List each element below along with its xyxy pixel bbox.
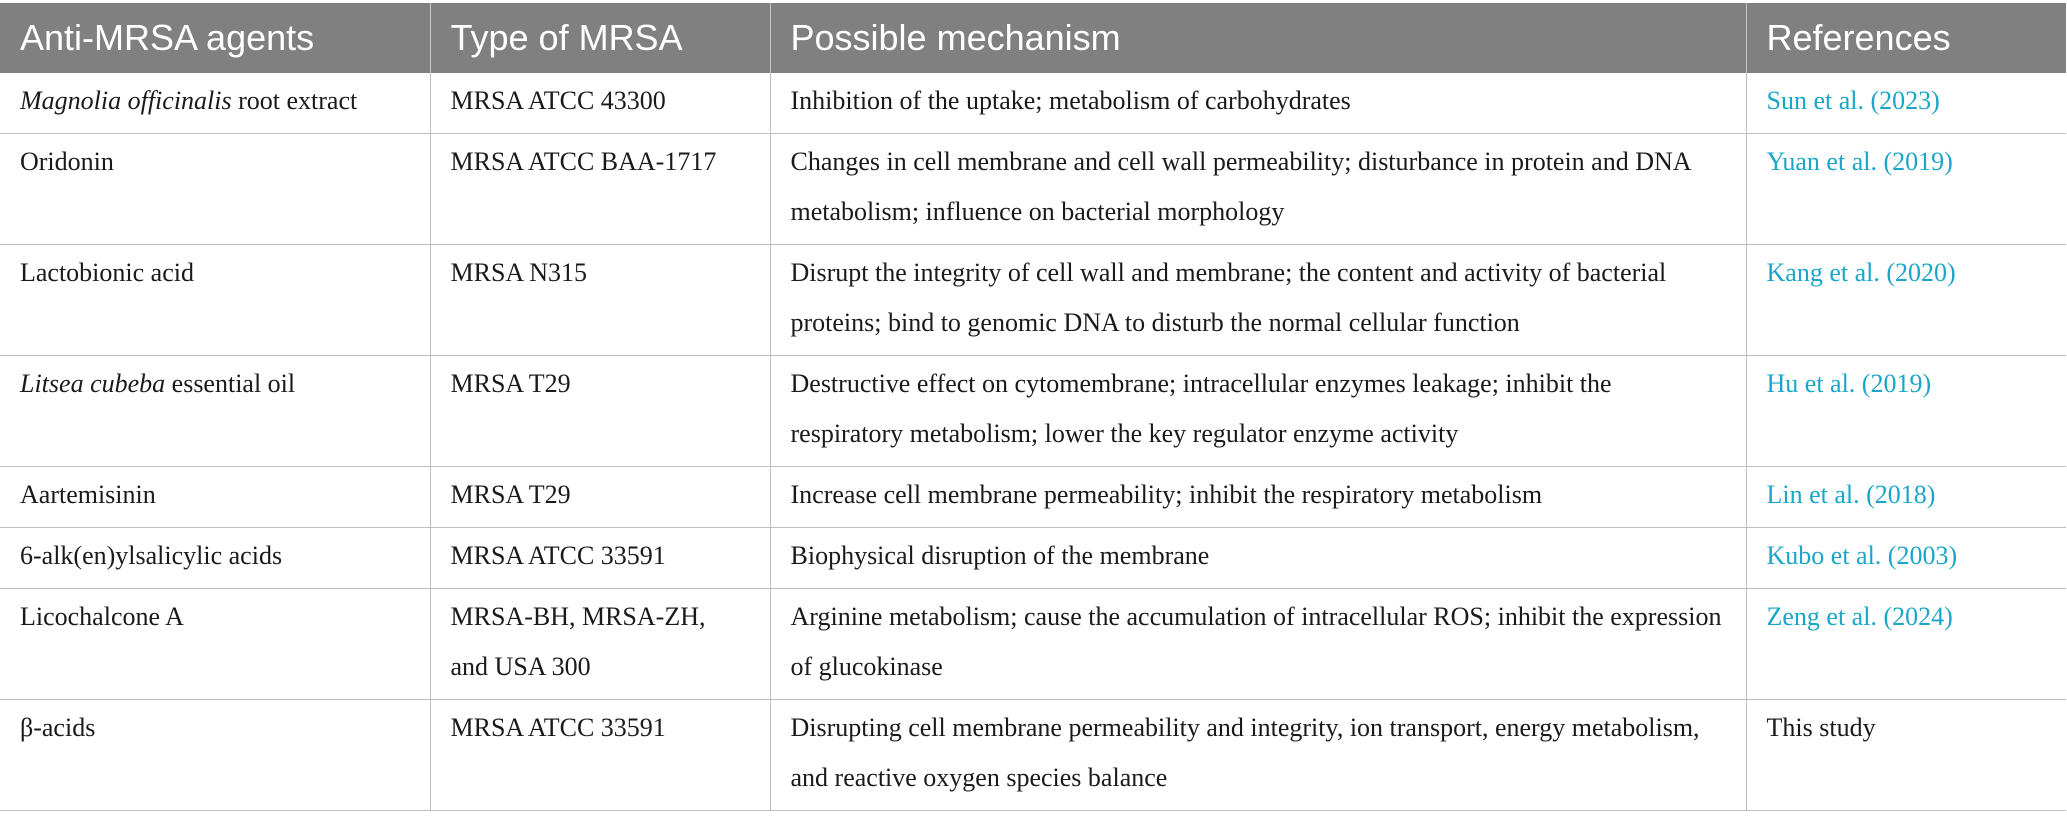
table-header <box>0 3 2066 73</box>
agent-cell <box>0 589 430 700</box>
mechanism-cell: Destructive effect on cytomembrane; intracellular enzymes leakage; inhibit the respiratory metabolism; lower the key regulator enzyme activity <box>770 356 1746 467</box>
mrsa-type-cell: MRSA ATCC 43300 <box>430 73 770 134</box>
agent-cell <box>0 467 430 528</box>
reference-cell <box>1746 700 2066 811</box>
mrsa-type-cell: MRSA ATCC 33591 <box>430 528 770 589</box>
reference-link[interactable]: Yuan et al. (2019) <box>1766 147 1953 176</box>
agent-name: Lactobionic acid <box>20 258 194 287</box>
mechanism-cell: Arginine metabolism; cause the accumulation of intracellular ROS; inhibit the expression of glucokinase <box>770 589 1746 700</box>
mechanism-cell: Disrupting cell membrane permeability and integrity, ion transport, energy metabolism, and reactive oxygen species balance <box>770 700 1746 811</box>
agent-italic-name: Litsea cubeba <box>20 369 166 398</box>
agent-cell <box>0 700 430 811</box>
reference-link[interactable]: Hu et al. (2019) <box>1766 369 1932 398</box>
table-body <box>0 73 2066 811</box>
agent-name: root extract <box>231 86 358 115</box>
mrsa-type-cell: MRSA T29 <box>430 467 770 528</box>
reference-cell <box>1746 73 2066 134</box>
table-row <box>0 528 2066 589</box>
reference-cell <box>1746 245 2066 356</box>
agent-name: Aartemisinin <box>20 480 156 509</box>
header-possible-mechanism: Possible mechanism <box>770 3 1746 73</box>
mechanism-cell: Inhibition of the uptake; metabolism of carbohydrates <box>770 73 1746 134</box>
agent-name: Oridonin <box>20 147 114 176</box>
mechanism-cell: Biophysical disruption of the membrane <box>770 528 1746 589</box>
reference-cell <box>1746 134 2066 245</box>
agent-cell <box>0 245 430 356</box>
header-type-of-mrsa: Type of MRSA <box>430 3 770 73</box>
reference-cell <box>1746 589 2066 700</box>
mrsa-agents-table-container <box>0 3 2066 811</box>
mrsa-type-cell: MRSA-BH, MRSA-ZH, and USA 300 <box>430 589 770 700</box>
table-row <box>0 134 2066 245</box>
agent-cell <box>0 356 430 467</box>
table-row <box>0 700 2066 811</box>
header-anti-mrsa-agents: Anti-MRSA agents <box>0 3 430 73</box>
mrsa-type-cell: MRSA ATCC BAA-1717 <box>430 134 770 245</box>
mrsa-type-cell: MRSA ATCC 33591 <box>430 700 770 811</box>
mechanism-cell: Changes in cell membrane and cell wall permeability; disturbance in protein and DNA metabolism; influence on bacterial morphology <box>770 134 1746 245</box>
reference-cell <box>1746 528 2066 589</box>
agent-cell <box>0 73 430 134</box>
agent-name: β-acids <box>20 713 96 742</box>
reference-link[interactable]: Zeng et al. (2024) <box>1766 602 1953 631</box>
reference-link[interactable]: Kubo et al. (2003) <box>1766 541 1958 570</box>
table-row <box>0 73 2066 134</box>
reference-link[interactable]: Sun et al. (2023) <box>1766 86 1940 115</box>
reference-link[interactable]: Kang et al. (2020) <box>1766 258 1956 287</box>
agent-cell <box>0 528 430 589</box>
mrsa-agents-table <box>0 3 2066 811</box>
agent-name: essential oil <box>165 369 296 398</box>
header-references: References <box>1746 3 2066 73</box>
table-row <box>0 467 2066 528</box>
mrsa-type-cell: MRSA N315 <box>430 245 770 356</box>
reference-cell <box>1746 356 2066 467</box>
reference-text: This study <box>1766 713 1876 742</box>
table-row <box>0 589 2066 700</box>
table-row <box>0 245 2066 356</box>
mechanism-cell: Increase cell membrane permeability; inhibit the respiratory metabolism <box>770 467 1746 528</box>
reference-cell <box>1746 467 2066 528</box>
mrsa-type-cell: MRSA T29 <box>430 356 770 467</box>
agent-name: Licochalcone A <box>20 602 184 631</box>
mechanism-cell: Disrupt the integrity of cell wall and membrane; the content and activity of bacterial proteins; bind to genomic DNA to disturb the normal cellular function <box>770 245 1746 356</box>
agent-italic-name: Magnolia officinalis <box>20 86 232 115</box>
agent-name: 6-alk(en)ylsalicylic acids <box>20 541 283 570</box>
agent-cell <box>0 134 430 245</box>
reference-link[interactable]: Lin et al. (2018) <box>1766 480 1936 509</box>
table-row <box>0 356 2066 467</box>
header-row <box>0 3 2066 73</box>
